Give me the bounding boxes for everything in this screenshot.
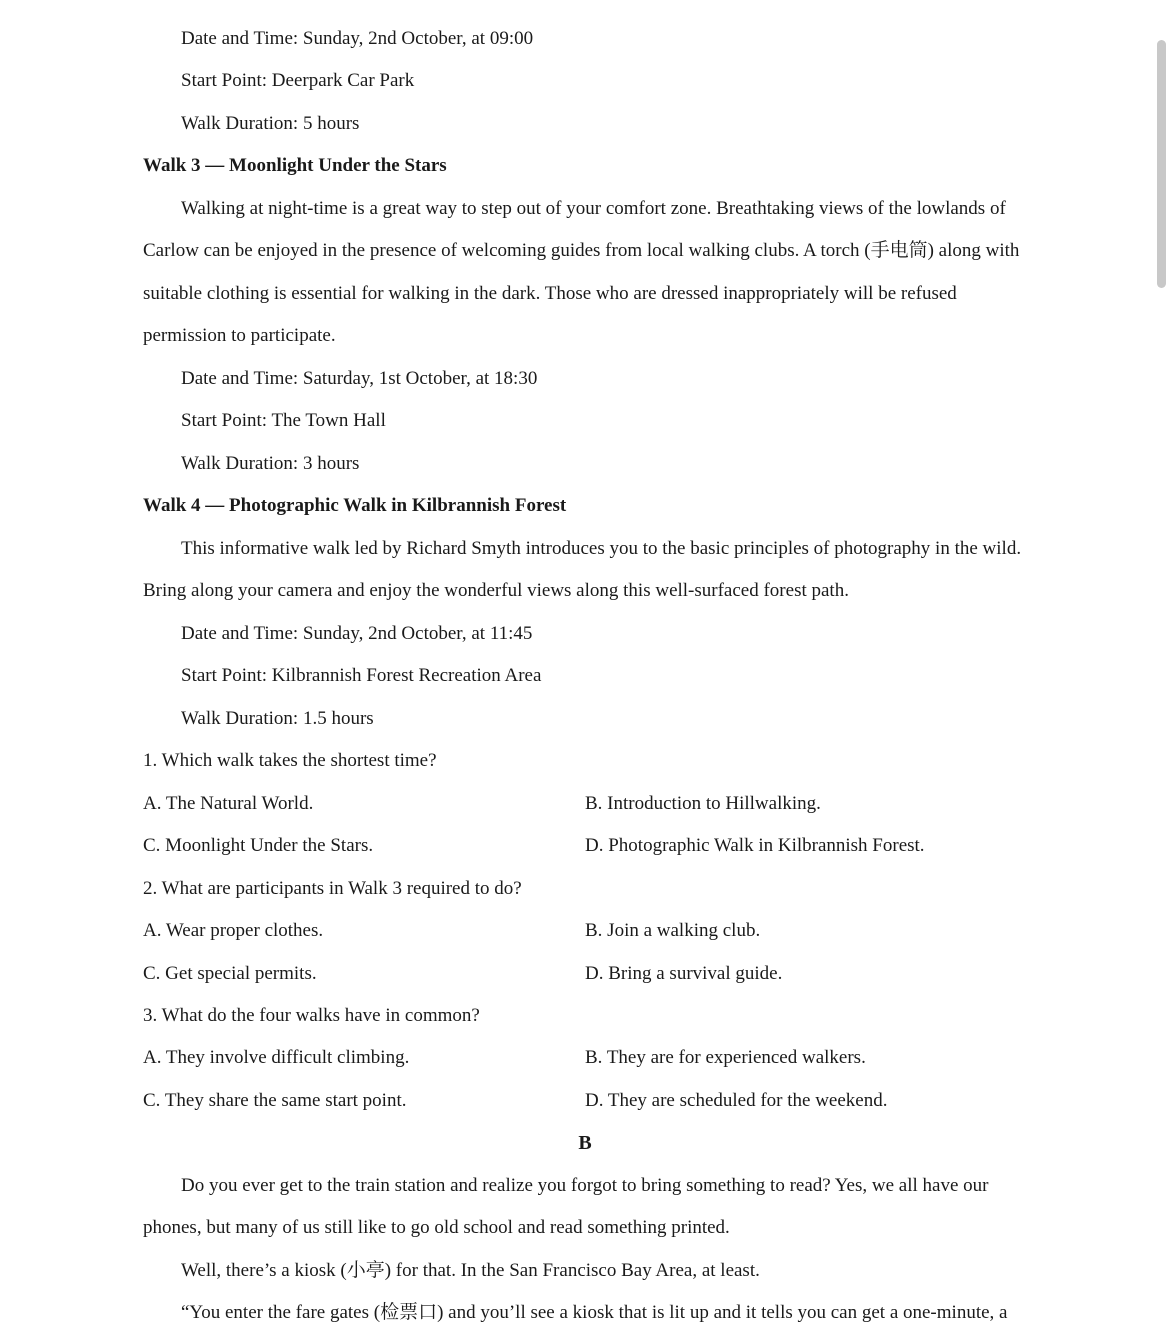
walk3-para-line: permission to participate. bbox=[143, 325, 336, 346]
section-b-line: “You enter the fare gates (检票口) and you’ll see a kiosk that is lit up and it tells you can get a one-minute, a bbox=[181, 1302, 1008, 1323]
walk4-para-line: This informative walk led by Richard Smyth introduces you to the basic principles of photography in the wild. bbox=[181, 538, 1022, 559]
q2-option-c: C. Get special permits. bbox=[143, 963, 317, 984]
walk3-para-line: suitable clothing is essential for walking in the dark. Those who are dressed inappropriately will be refused bbox=[143, 283, 957, 304]
walk4-date: Date and Time: Sunday, 2nd October, at 11:45 bbox=[181, 623, 533, 644]
q2-option-d: D. Bring a survival guide. bbox=[585, 963, 783, 984]
q2-option-a: A. Wear proper clothes. bbox=[143, 920, 324, 941]
question-2: 2. What are participants in Walk 3 required to do? bbox=[143, 878, 522, 899]
walk3-heading: Walk 3 — Moonlight Under the Stars bbox=[143, 155, 447, 176]
q1-option-d: D. Photographic Walk in Kilbrannish Forest. bbox=[585, 835, 925, 856]
vertical-scrollbar[interactable] bbox=[1152, 0, 1170, 1332]
walk2-duration: Walk Duration: 5 hours bbox=[181, 113, 360, 134]
walk2-start: Start Point: Deerpark Car Park bbox=[181, 70, 415, 91]
q1-option-c: C. Moonlight Under the Stars. bbox=[143, 835, 374, 856]
q2-option-b: B. Join a walking club. bbox=[585, 920, 761, 941]
walk3-duration: Walk Duration: 3 hours bbox=[181, 453, 360, 474]
walk4-duration: Walk Duration: 1.5 hours bbox=[181, 708, 374, 729]
q1-option-b: B. Introduction to Hillwalking. bbox=[585, 793, 821, 814]
walk3-para-line: Walking at night-time is a great way to step out of your comfort zone. Breathtaking views of the lowlands of bbox=[181, 198, 1006, 219]
walk4-heading: Walk 4 — Photographic Walk in Kilbrannish Forest bbox=[143, 495, 567, 516]
walk3-start: Start Point: The Town Hall bbox=[181, 410, 386, 431]
walk2-date: Date and Time: Sunday, 2nd October, at 09:00 bbox=[181, 28, 534, 49]
q3-option-b: B. They are for experienced walkers. bbox=[585, 1047, 866, 1068]
q3-option-d: D. They are scheduled for the weekend. bbox=[585, 1090, 888, 1111]
question-1: 1. Which walk takes the shortest time? bbox=[143, 750, 437, 771]
section-b-line: phones, but many of us still like to go old school and read something printed. bbox=[143, 1217, 730, 1238]
q3-option-a: A. They involve difficult climbing. bbox=[143, 1047, 410, 1068]
walk4-para-line: Bring along your camera and enjoy the wonderful views along this well-surfaced forest path. bbox=[143, 580, 849, 601]
q3-option-c: C. They share the same start point. bbox=[143, 1090, 407, 1111]
walk3-para-line: Carlow can be enjoyed in the presence of welcoming guides from local walking clubs. A torch (手电筒) along with bbox=[143, 240, 1020, 261]
section-b-heading: B bbox=[578, 1132, 592, 1154]
q1-option-a: A. The Natural World. bbox=[143, 793, 314, 814]
walk4-start: Start Point: Kilbrannish Forest Recreation Area bbox=[181, 665, 542, 686]
scrollbar-thumb[interactable] bbox=[1157, 40, 1166, 288]
question-3: 3. What do the four walks have in common? bbox=[143, 1005, 480, 1026]
section-b-line: Well, there’s a kiosk (小亭) for that. In the San Francisco Bay Area, at least. bbox=[181, 1260, 760, 1281]
walk3-date: Date and Time: Saturday, 1st October, at 18:30 bbox=[181, 368, 538, 389]
section-b-line: Do you ever get to the train station and realize you forgot to bring something to read? Yes, we all have our bbox=[181, 1175, 989, 1196]
